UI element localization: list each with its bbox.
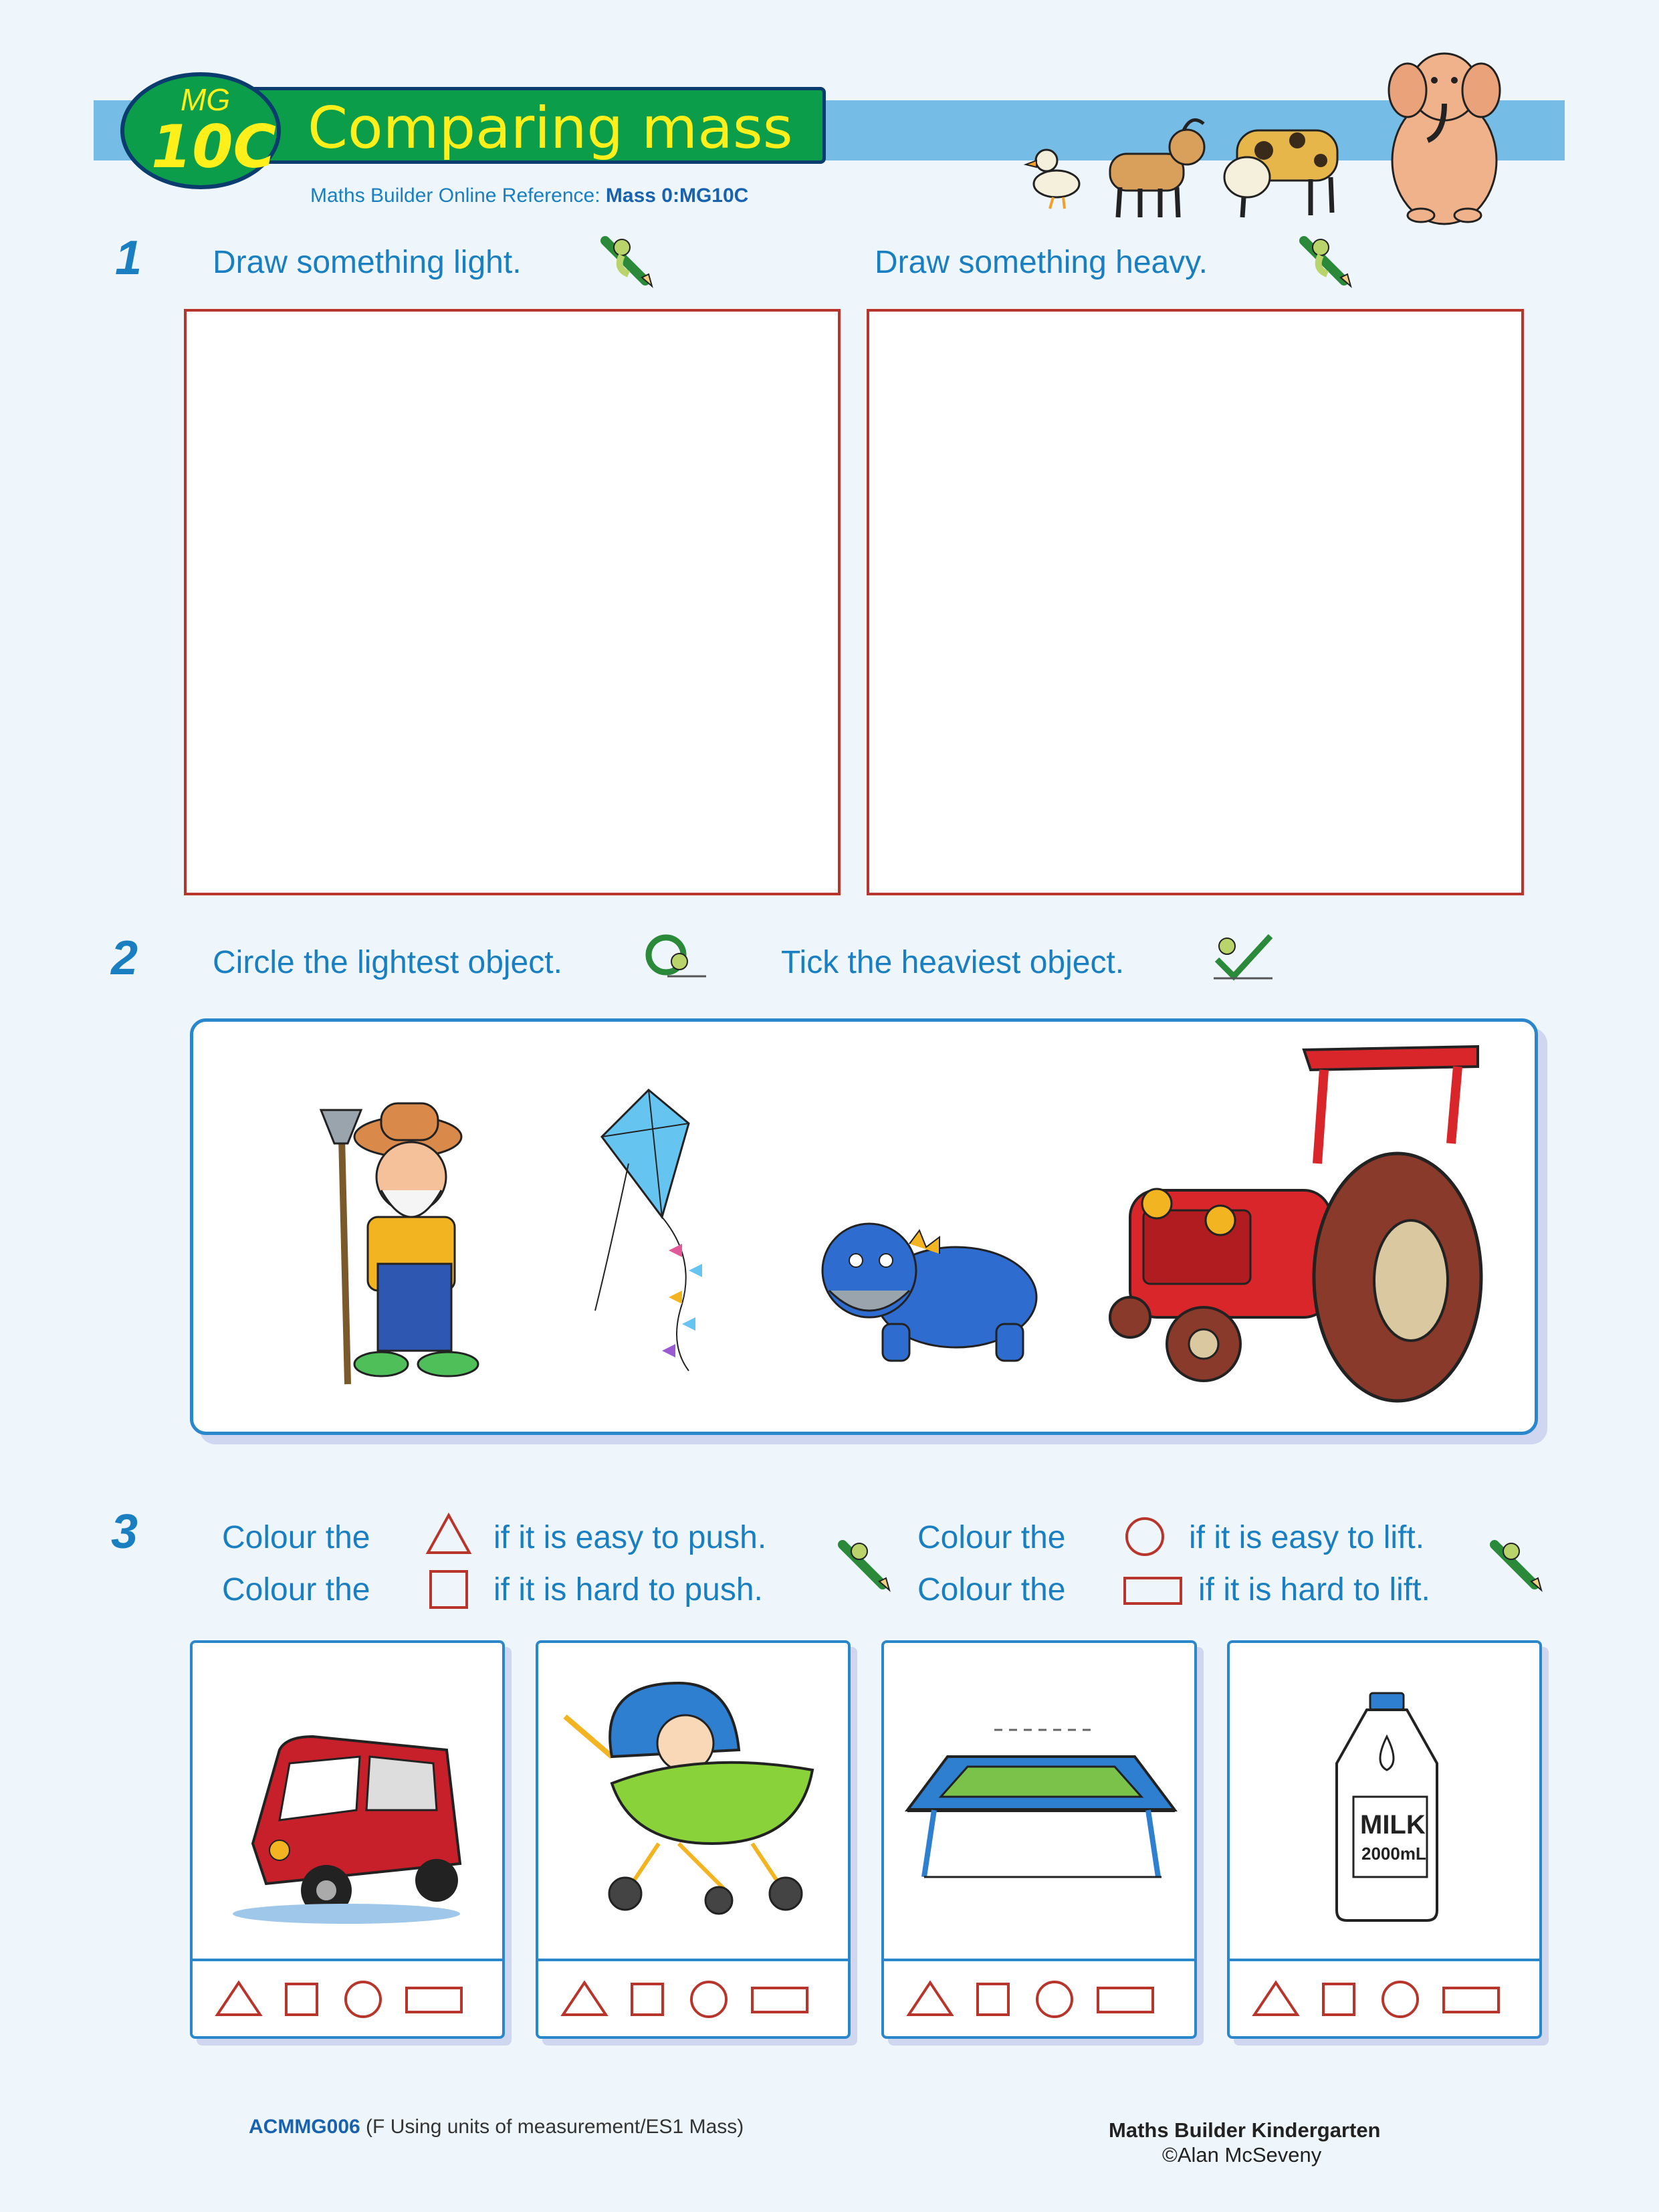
q3-line2-left-a: Colour the	[222, 1572, 370, 1608]
triangle-option-icon	[1254, 1983, 1297, 2015]
shape-choices	[1253, 1979, 1521, 2019]
milk-label: MILK	[1360, 1810, 1426, 1840]
reference-code: Mass 0:MG10C	[605, 185, 749, 207]
q3-line1-left-a: Colour the	[222, 1520, 370, 1555]
pencil-worm-icon	[595, 227, 655, 288]
shape-row	[884, 1959, 1194, 2036]
reference-line	[310, 185, 748, 207]
badge-code: 10C	[151, 112, 277, 181]
page-title: Comparing mass	[308, 95, 793, 162]
milk-card	[1227, 1640, 1542, 2039]
q2-tick-instruction: Tick the heaviest object.	[781, 945, 1125, 980]
circle-option-icon	[346, 1982, 380, 2017]
duck-icon	[1026, 150, 1079, 209]
square-option-icon	[632, 1984, 663, 2015]
q1-light-instruction: Draw something light.	[213, 245, 522, 280]
rectangle-option-icon	[407, 1988, 461, 2012]
circle-worm-icon	[641, 929, 707, 983]
shape-choices	[216, 1979, 483, 2019]
question-1-number: 1	[115, 231, 142, 285]
question-2-number: 2	[111, 931, 138, 985]
q3-line2-right-b: if it is hard to lift.	[1198, 1572, 1430, 1608]
q3-line1-right-b: if it is easy to lift.	[1189, 1520, 1425, 1555]
curriculum-footer	[249, 2116, 744, 2138]
car-illustration	[226, 1710, 480, 1930]
q1-heavy-instruction: Draw something heavy.	[875, 245, 1208, 280]
book-title: Maths Builder Kindergarten	[1109, 2118, 1381, 2142]
q2-circle-instruction: Circle the lightest object.	[213, 945, 562, 980]
car-card	[190, 1640, 505, 2039]
pencil-worm-icon	[833, 1531, 893, 1591]
shape-choices	[907, 1979, 1175, 2019]
square-shape-icon	[428, 1569, 471, 1612]
elephant-icon	[1389, 53, 1500, 224]
square-option-icon	[286, 1984, 317, 2015]
tractor-illustration[interactable]	[1103, 1036, 1491, 1418]
rectangle-shape-icon	[1122, 1575, 1185, 1608]
milk-bottle-illustration	[1320, 1690, 1454, 1924]
shape-row	[1230, 1959, 1539, 2036]
cow-icon	[1224, 130, 1337, 217]
curriculum-code: ACMMG006	[249, 2116, 360, 2138]
bulldog-illustration[interactable]	[809, 1204, 1063, 1371]
q3-line1-left-b: if it is easy to push.	[493, 1520, 767, 1555]
triangle-option-icon	[909, 1983, 952, 2015]
circle-shape-icon	[1123, 1515, 1166, 1558]
rectangle-option-icon	[1444, 1988, 1499, 2012]
kite-illustration[interactable]	[588, 1083, 762, 1377]
circle-option-icon	[691, 1982, 726, 2017]
circle-option-icon	[1383, 1982, 1418, 2017]
rectangle-option-icon	[752, 1988, 807, 2012]
curriculum-description: (F Using units of measurement/ES1 Mass)	[366, 2116, 744, 2138]
farm-animals-illustration	[1016, 40, 1525, 227]
triangle-shape-icon	[425, 1513, 472, 1555]
goat-icon	[1110, 120, 1204, 217]
milk-volume: 2000mL	[1361, 1844, 1426, 1864]
tick-worm-icon	[1207, 926, 1274, 983]
triangle-option-icon	[217, 1983, 260, 2015]
copyright: ©Alan McSeveny	[1162, 2143, 1322, 2167]
shape-choices	[562, 1979, 829, 2019]
triangle-option-icon	[563, 1983, 606, 2015]
farmer-illustration[interactable]	[281, 1097, 508, 1391]
square-option-icon	[978, 1984, 1008, 2015]
badge-prefix: MG	[181, 82, 231, 117]
q3-line1-right-a: Colour the	[917, 1520, 1066, 1555]
square-option-icon	[1323, 1984, 1354, 2015]
pram-card	[536, 1640, 851, 2039]
shape-row	[538, 1959, 848, 2036]
pencil-worm-icon	[1294, 227, 1354, 288]
trampoline-card	[881, 1640, 1197, 2039]
trampoline-illustration	[894, 1717, 1188, 1904]
pencil-worm-icon	[1484, 1531, 1545, 1591]
shape-row	[193, 1959, 502, 2036]
pram-illustration	[558, 1670, 826, 1924]
question-3-number: 3	[111, 1505, 138, 1559]
rectangle-option-icon	[1098, 1988, 1153, 2012]
circle-option-icon	[1037, 1982, 1072, 2017]
reference-label: Maths Builder Online Reference:	[310, 185, 600, 207]
q3-line2-right-a: Colour the	[917, 1572, 1066, 1608]
draw-heavy-box[interactable]	[867, 309, 1524, 895]
q3-line2-left-b: if it is hard to push.	[493, 1572, 763, 1608]
draw-light-box[interactable]	[184, 309, 841, 895]
